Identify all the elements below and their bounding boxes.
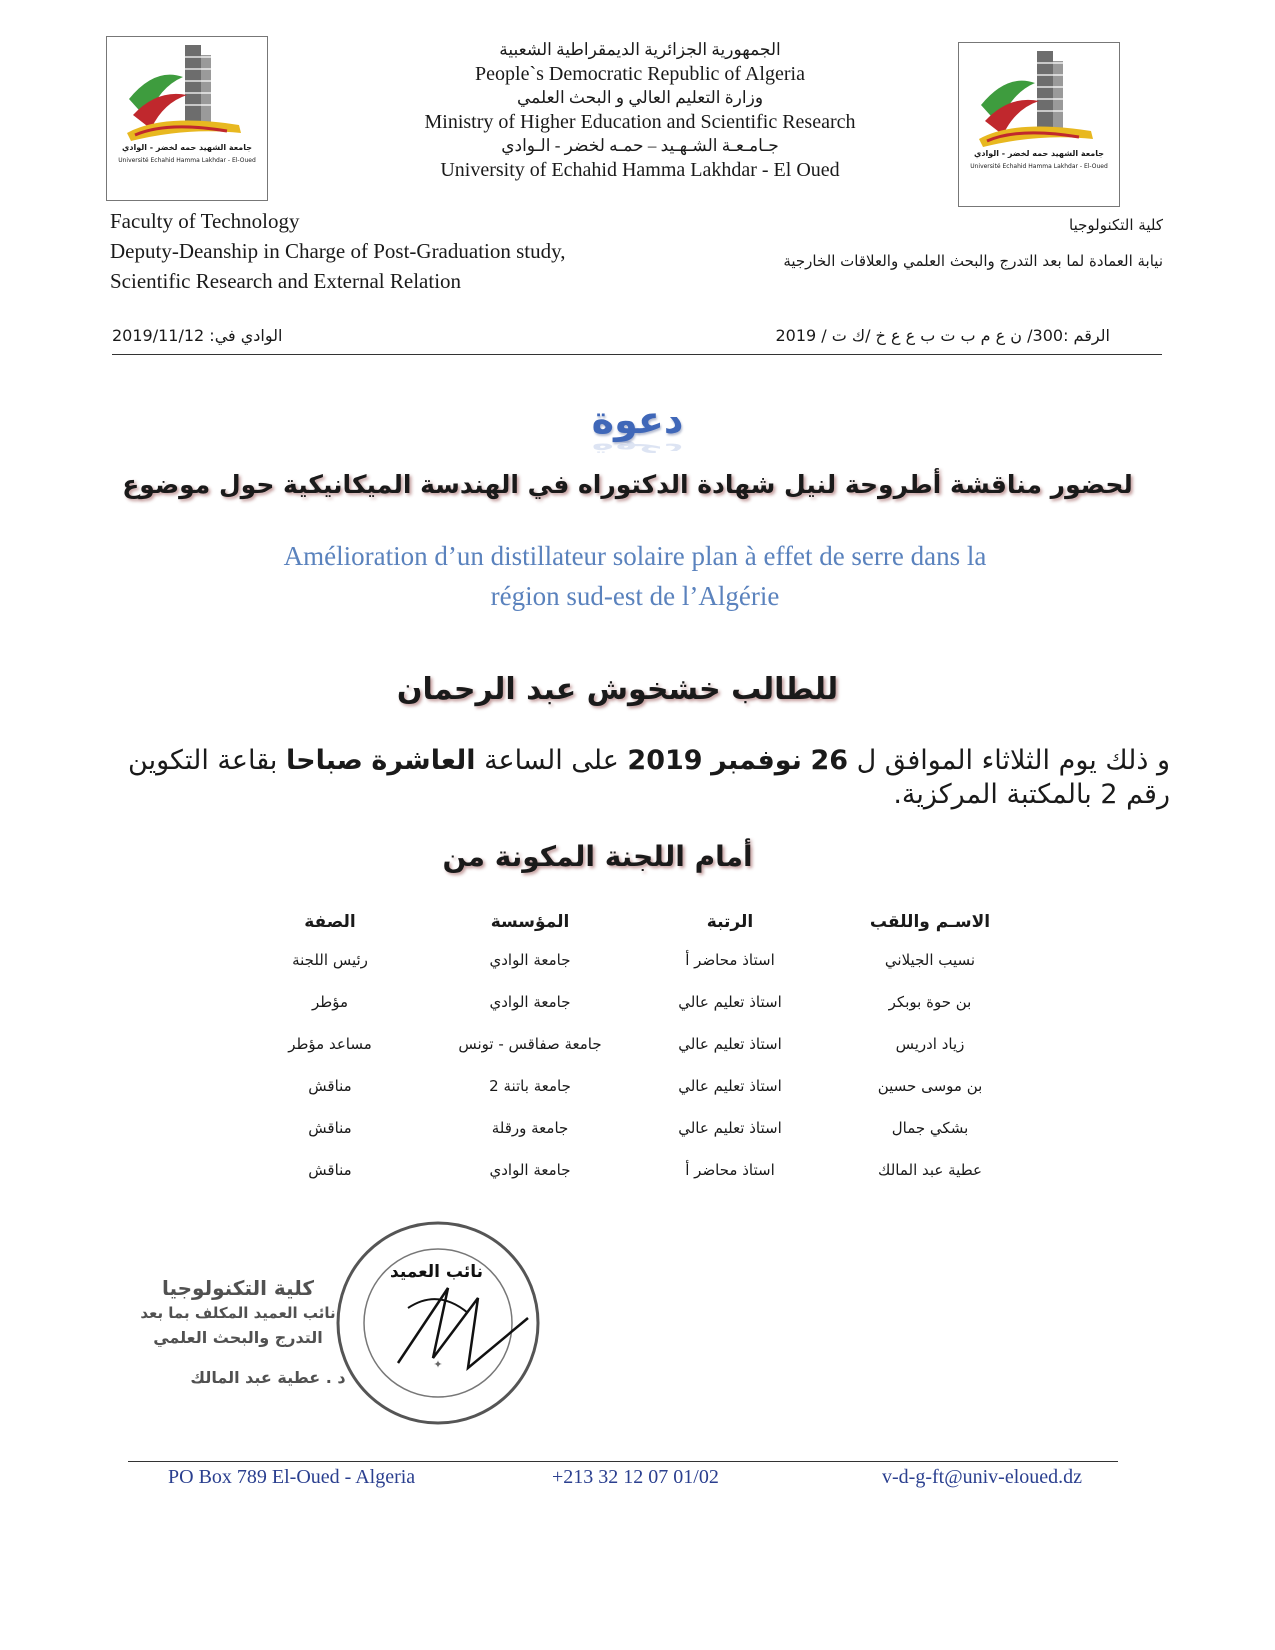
logo-caption-fr: Université Echahid Hamma Lakhdar - El-Oued bbox=[118, 157, 256, 164]
committee-table bbox=[230, 905, 1030, 1191]
member-role: مناقش bbox=[308, 1119, 352, 1137]
stamp-signatory-name: د . عطية عبد المالك bbox=[190, 1368, 346, 1387]
defense-month: نوفمبر bbox=[711, 745, 802, 776]
member-rank: استاذ تعليم عالي bbox=[678, 1119, 782, 1137]
official-stamp bbox=[108, 1218, 628, 1433]
faculty-block-ar bbox=[783, 207, 1163, 279]
member-institution: جامعة ورقلة bbox=[491, 1119, 569, 1137]
table-row bbox=[230, 1023, 1030, 1065]
deanship-line-en-1: Deputy-Deanship in Charge of Post-Graduation study, bbox=[110, 239, 566, 263]
invitation-title-reflection: دعوة bbox=[591, 440, 684, 460]
university-logo-left bbox=[106, 36, 268, 201]
header-en-republic: People`s Democratic Republic of Algeria bbox=[475, 63, 805, 85]
stamp-deanship-1: نائب العميد المكلف بما بعد bbox=[140, 1304, 336, 1322]
member-name: بن موسى حسين bbox=[877, 1077, 983, 1095]
header-rank: الرتبة bbox=[706, 912, 754, 932]
table-row bbox=[230, 1149, 1030, 1191]
member-role: مناقش bbox=[308, 1161, 352, 1179]
defense-hour: العاشرة bbox=[371, 745, 476, 776]
table-row bbox=[230, 981, 1030, 1023]
member-institution: جامعة الوادي bbox=[489, 1161, 571, 1179]
round-seal-icon bbox=[108, 1218, 628, 1433]
table-row bbox=[230, 1107, 1030, 1149]
defense-period: صباحا bbox=[285, 745, 363, 776]
logo-caption-fr: Université Echahid Hamma Lakhdar - El-Oued bbox=[970, 163, 1108, 170]
table-row bbox=[230, 939, 1030, 981]
header-name: الاسـم واللقب bbox=[869, 912, 991, 932]
member-role: رئيس اللجنة bbox=[292, 951, 368, 969]
thesis-title-line-2: région sud-est de l’Algérie bbox=[490, 581, 780, 611]
member-institution: جامعة صفاقس - تونس bbox=[458, 1035, 602, 1053]
member-role: مؤطر bbox=[312, 993, 348, 1011]
header-ar-ministry: وزارة التعليم العالي و البحث العلمي bbox=[516, 88, 764, 107]
stamp-deanship-2: التدرج والبحث العلمي bbox=[153, 1328, 323, 1347]
footer-phone: +213 32 12 07 01/02 bbox=[552, 1466, 719, 1488]
member-rank: استاذ محاضر أ bbox=[685, 951, 775, 969]
defense-schedule: و ذلك يوم الثلاثاء الموافق ل 26 نوفمبر 2019 على الساعة العاشرة صباحا بقاعة التكوين رقم 2 بالمكتبة المركزية. bbox=[128, 745, 1170, 810]
invitation-subtitle: لحضور مناقشة أطروحة لنيل شهادة الدكتوراه في الهندسة الميكانيكية حول موضوع bbox=[122, 470, 1133, 499]
header-ar-university: جـامـعـة الشـهـيد – حمـه لخضر - الـوادي bbox=[501, 136, 779, 155]
member-name: بن حوة بوبكر bbox=[888, 993, 972, 1011]
header-en-ministry: Ministry of Higher Education and Scientific Research bbox=[424, 111, 856, 133]
thesis-title-line-1: Amélioration d’un distillateur solaire plan à effet de serre dans la bbox=[283, 541, 987, 571]
document-date: الوادي في: 2019/11/12 bbox=[112, 326, 283, 345]
member-rank: استاذ تعليم عالي bbox=[678, 1035, 782, 1053]
university-logo-icon bbox=[959, 43, 1119, 206]
deanship-line-ar: نيابة العمادة لما بعد التدرج والبحث العلمي والعلاقات الخارجية bbox=[783, 252, 1163, 270]
faculty-name-ar: كلية التكنولوجيا bbox=[1069, 216, 1163, 234]
member-institution: جامعة باتنة 2 bbox=[489, 1077, 571, 1095]
logo-caption-ar: جامعة الشهيد حمه لخضر - الوادي bbox=[974, 149, 1104, 158]
table-row bbox=[230, 1065, 1030, 1107]
header-divider bbox=[112, 354, 1162, 355]
document-header bbox=[340, 38, 940, 182]
university-logo-right bbox=[958, 42, 1120, 207]
faculty-name-en: Faculty of Technology bbox=[110, 209, 300, 233]
faculty-block-en bbox=[110, 206, 566, 296]
svg-text:✦: ✦ bbox=[433, 1358, 443, 1371]
student-name: للطالب خشخوش عبد الرحمان bbox=[396, 672, 839, 707]
university-logo-icon bbox=[107, 37, 267, 200]
member-name: عطية عبد المالك bbox=[878, 1161, 982, 1179]
deanship-line-en-2: Scientific Research and External Relation bbox=[110, 269, 462, 293]
header-ar-republic: الجمهورية الجزائرية الديمقراطية الشعبية bbox=[499, 40, 781, 59]
member-name: زياد ادريس bbox=[895, 1035, 965, 1053]
footer-divider bbox=[128, 1461, 1118, 1462]
defense-year: 2019 bbox=[627, 745, 703, 776]
header-en-university: University of Echahid Hamma Lakhdar - El Oued bbox=[440, 159, 840, 181]
logo-caption-ar: جامعة الشهيد حمه لخضر - الوادي bbox=[122, 143, 252, 152]
footer-email: v-d-g-ft@univ-eloued.dz bbox=[882, 1466, 1083, 1488]
stamp-faculty: كلية التكنولوجيا bbox=[161, 1276, 315, 1300]
member-name: نسيب الجيلاني bbox=[884, 951, 976, 969]
header-institution: المؤسسة bbox=[490, 912, 570, 932]
defense-day: 26 bbox=[810, 745, 849, 776]
footer-address: PO Box 789 El-Oued - Algeria bbox=[168, 1466, 416, 1488]
committee-table-header bbox=[230, 905, 1030, 939]
member-role: مناقش bbox=[308, 1077, 352, 1095]
signatory-title: نائب العميد bbox=[390, 1262, 484, 1282]
header-role: الصفة bbox=[304, 912, 356, 932]
invitation-title: دعوة bbox=[591, 398, 684, 442]
member-name: بشكي جمال bbox=[891, 1119, 969, 1137]
member-role: مساعد مؤطر bbox=[288, 1035, 372, 1053]
reference-number: الرقم :300/ ن ع م ب ت ب ع ع خ /ك ت / 2019 bbox=[775, 326, 1110, 345]
member-institution: جامعة الوادي bbox=[489, 993, 571, 1011]
member-rank: استاذ محاضر أ bbox=[685, 1161, 775, 1179]
thesis-title bbox=[160, 536, 1110, 616]
member-rank: استاذ تعليم عالي bbox=[678, 993, 782, 1011]
member-institution: جامعة الوادي bbox=[489, 951, 571, 969]
committee-heading: أمام اللجنة المكونة من bbox=[442, 840, 753, 873]
member-rank: استاذ تعليم عالي bbox=[678, 1077, 782, 1095]
